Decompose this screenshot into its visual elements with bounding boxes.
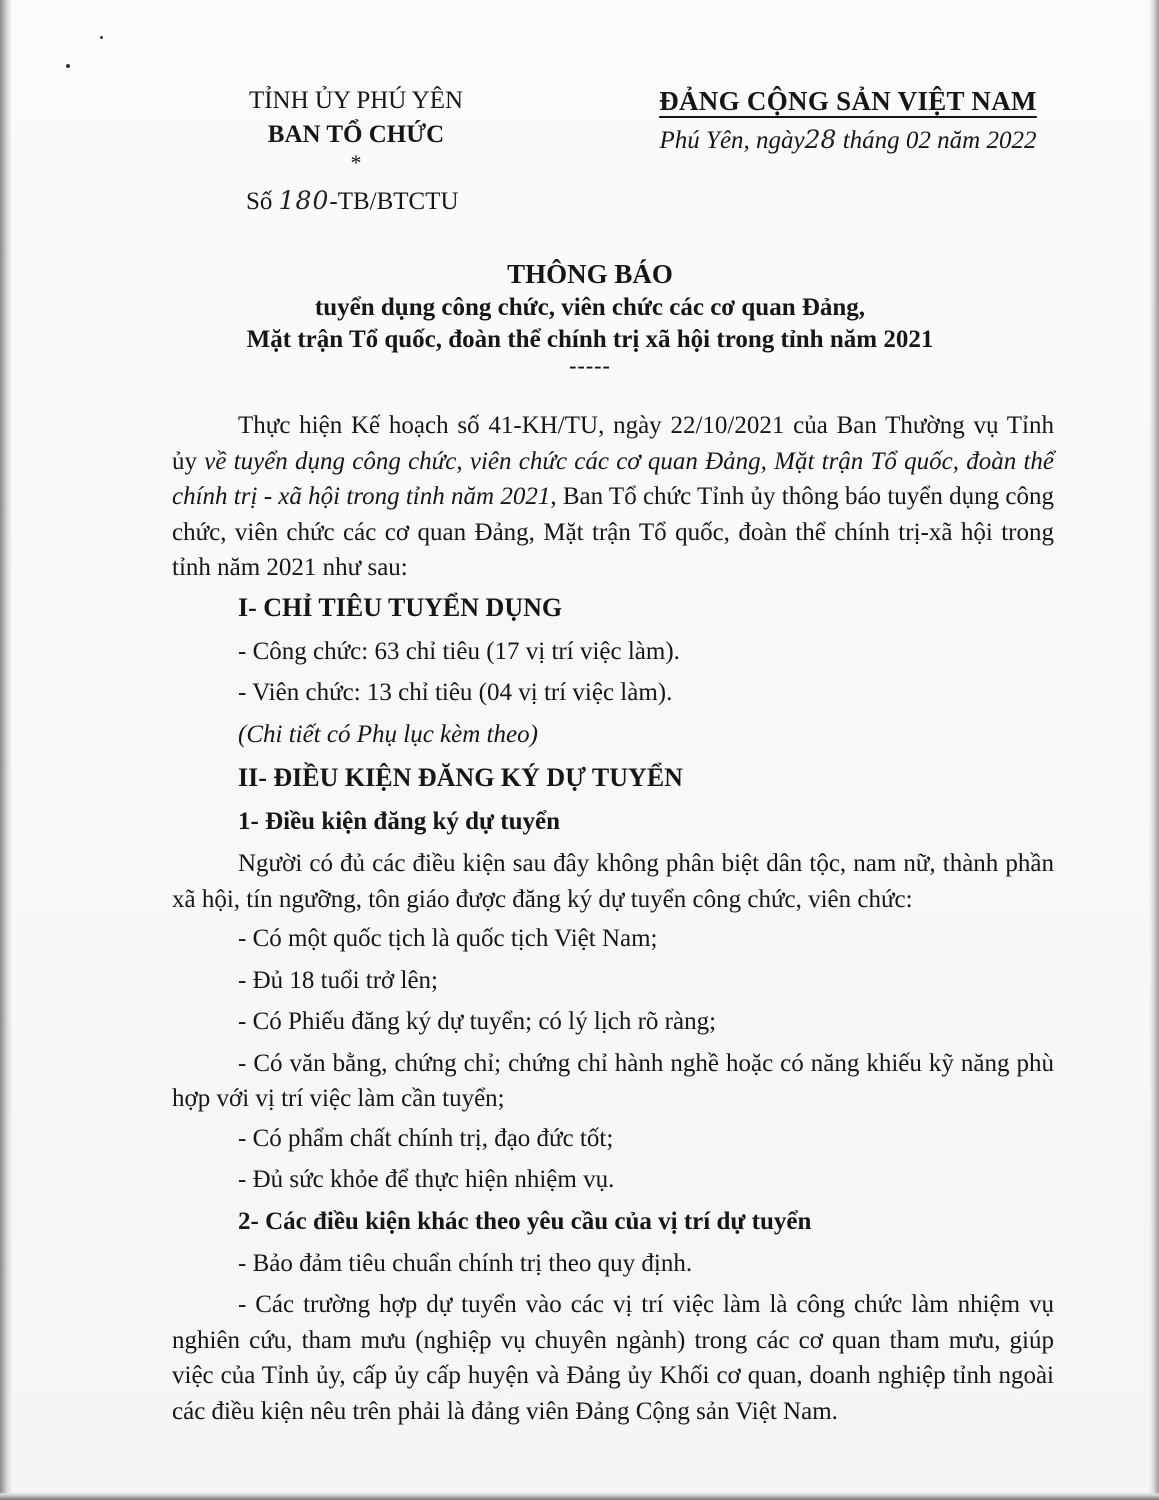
date-suffix: tháng 02 năm 2022 xyxy=(836,127,1037,154)
title-heading: THÔNG BÁO xyxy=(507,259,673,289)
subsection-1-heading: 1- Điều kiện đăng ký dự tuyển xyxy=(238,808,561,835)
scan-edge-left xyxy=(0,0,12,1500)
scan-edge-bottom xyxy=(0,1492,1159,1500)
section-1-heading: I- CHỈ TIÊU TUYỂN DỤNG xyxy=(238,592,563,622)
list-item: - Có phẩm chất chính trị, đạo đức tốt; xyxy=(238,1124,614,1152)
list-item: - Có một quốc tịch là quốc tịch Việt Nam; xyxy=(238,925,658,952)
issuer-star: * xyxy=(350,150,362,175)
title-separator: ----- xyxy=(569,353,611,378)
list-item: - Đủ 18 tuổi trở lên; xyxy=(238,966,438,994)
issuer-block xyxy=(232,84,480,175)
document-body xyxy=(172,408,1054,1433)
section-2-heading: II- ĐIỀU KIỆN ĐĂNG KÝ DỰ TUYỂN xyxy=(238,763,683,792)
scan-speck xyxy=(66,64,70,68)
list-item: - Viên chức: 13 chỉ tiêu (04 vị trí việc làm). xyxy=(238,679,673,706)
title-subline-2: Mặt trận Tổ quốc, đoàn thể chính trị xã hội trong tỉnh năm 2021 xyxy=(246,326,934,353)
list-item: - Đủ sức khỏe để thực hiện nhiệm vụ. xyxy=(238,1166,615,1193)
list-item: - Các trường hợp dự tuyển vào các vị trí việc làm là công chức làm nhiệm vụ nghiên cứu, tham mưu (nghiệp vụ chuyên ngành) trong các cơ quan tham mưu, giúp việc của Tỉnh ủy, cấp ủy cấp huyện và Đảng ủy Khối cơ quan, doanh nghiệp tỉnh ngoài các điều kiện nêu trên phải là đảng viên Đảng Cộng sản Việt Nam. xyxy=(172,1291,1054,1425)
document-title xyxy=(150,256,1030,376)
issuer-dept: BAN TỔ CHỨC xyxy=(267,121,445,148)
docno-suffix: -TB/BTCTU xyxy=(329,188,459,215)
party-name: ĐẢNG CỘNG SẢN VIỆT NAM xyxy=(659,86,1037,116)
national-block xyxy=(636,86,1060,155)
docno-handwritten: 180 xyxy=(278,186,330,215)
date-prefix: Phú Yên, ngày xyxy=(659,127,805,154)
list-item: - Có Phiếu đăng ký dự tuyển; có lý lịch rõ ràng; xyxy=(238,1008,717,1035)
subsection-1-lead: Người có đủ các điều kiện sau đây không phân biệt dân tộc, nam nữ, thành phần xã hội, tín ngưỡng, tôn giáo được đăng ký dự tuyển công chức, viên chức: xyxy=(172,850,1054,913)
title-subline-1: tuyển dụng công chức, viên chức các cơ quan Đảng, xyxy=(314,294,866,321)
intro-text-end: , Ban Tổ chức Tỉnh ủy thông báo tuyển dụng công chức, viên chức các cơ quan Đảng, Mặt trận Tổ quốc, đoàn thể chính trị-xã hội trong tỉnh năm 2021 như sau: xyxy=(172,483,1054,581)
subsection-2-heading: 2- Các điều kiện khác theo yêu cầu của vị trí dự tuyển xyxy=(238,1207,812,1235)
list-item: - Có văn bằng, chứng chỉ; chứng chỉ hành nghề hoặc có năng khiếu kỹ năng phù hợp với vị trí việc làm cần tuyển; xyxy=(172,1049,1054,1112)
appendix-note: (Chi tiết có Phụ lục kèm theo) xyxy=(238,720,538,748)
intro-paragraph xyxy=(172,408,1054,586)
intro-text: Thực hiện Kế hoạch số 41-KH/TU, ngày 22/10/2021 của Ban Thường vụ Tỉnh ủy xyxy=(172,412,1054,475)
issuer-org: TỈNH ỦY PHÚ YÊN xyxy=(248,87,464,114)
list-item: - Bảo đảm tiêu chuẩn chính trị theo quy định. xyxy=(238,1249,693,1277)
intro-italic: về tuyển dụng công chức, viên chức các cơ quan Đảng, Mặt trận Tổ quốc, đoàn thể chính trị - xã hội trong tỉnh năm 2021 xyxy=(172,447,1054,510)
scan-edge-right xyxy=(1149,0,1159,1500)
scan-speck xyxy=(100,36,103,39)
date-day-handwritten: 28 xyxy=(804,125,837,154)
document-number xyxy=(246,186,459,216)
docno-prefix: Số xyxy=(246,188,279,215)
list-item: - Công chức: 63 chỉ tiêu (17 vị trí việc làm). xyxy=(238,637,680,665)
date-line xyxy=(636,125,1060,155)
